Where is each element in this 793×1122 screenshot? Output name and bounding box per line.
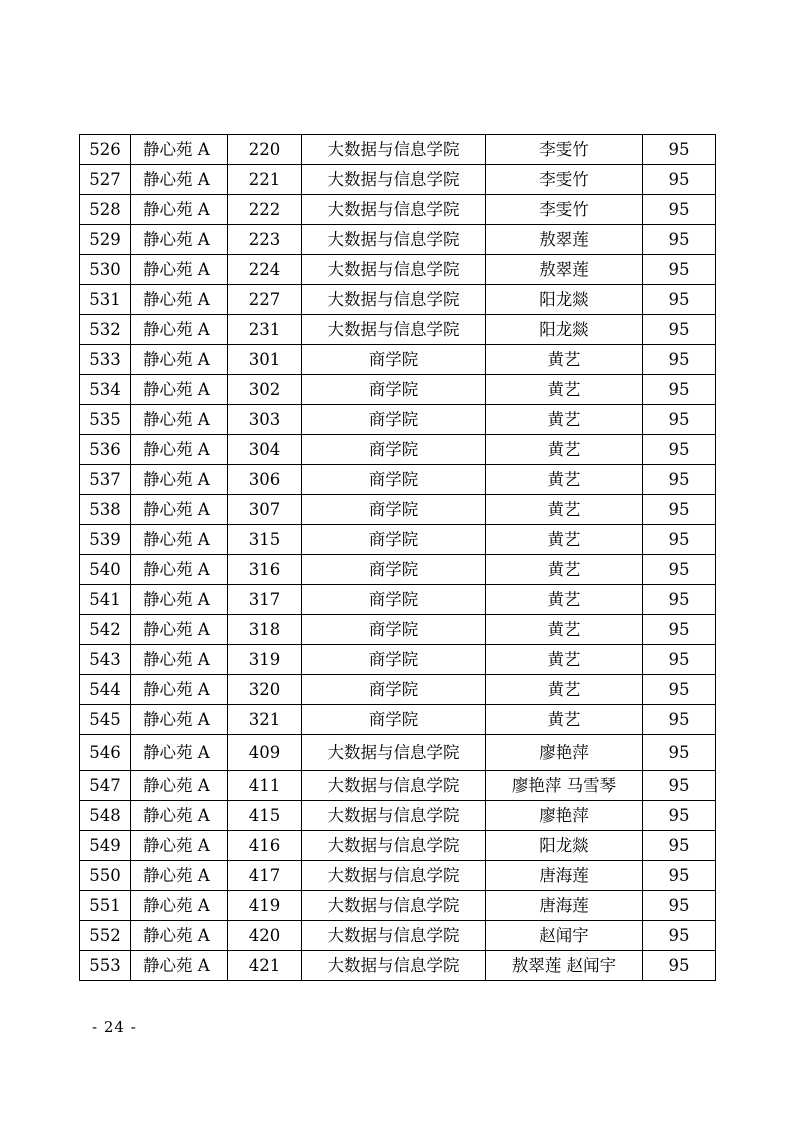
building-cell: 静心苑 A <box>131 435 228 465</box>
table-row <box>80 675 716 705</box>
responsible-person-cell: 敖翠莲 赵闻宇 <box>486 951 643 981</box>
table-row <box>80 585 716 615</box>
responsible-person-cell: 阳龙燚 <box>486 831 643 861</box>
table-row <box>80 801 716 831</box>
building-cell: 静心苑 A <box>131 831 228 861</box>
responsible-person-cell: 黄艺 <box>486 345 643 375</box>
room-number-cell: 411 <box>228 771 302 801</box>
table-row <box>80 615 716 645</box>
room-number-cell: 419 <box>228 891 302 921</box>
table-body <box>80 135 716 981</box>
responsible-person-cell: 赵闻宇 <box>486 921 643 951</box>
college-cell: 大数据与信息学院 <box>302 285 486 315</box>
responsible-person-cell: 阳龙燚 <box>486 285 643 315</box>
building-cell: 静心苑 A <box>131 861 228 891</box>
college-cell: 大数据与信息学院 <box>302 951 486 981</box>
table-row <box>80 345 716 375</box>
college-cell: 大数据与信息学院 <box>302 165 486 195</box>
building-cell: 静心苑 A <box>131 555 228 585</box>
table-row <box>80 285 716 315</box>
responsible-person-cell: 廖艳萍 马雪琴 <box>486 771 643 801</box>
responsible-person-cell: 黄艺 <box>486 465 643 495</box>
responsible-person-cell: 唐海莲 <box>486 891 643 921</box>
table-row <box>80 405 716 435</box>
room-number-cell: 301 <box>228 345 302 375</box>
table-row <box>80 831 716 861</box>
row-number-cell: 546 <box>80 735 131 771</box>
college-cell: 商学院 <box>302 705 486 735</box>
row-number-cell: 540 <box>80 555 131 585</box>
building-cell: 静心苑 A <box>131 645 228 675</box>
score-cell: 95 <box>643 861 716 891</box>
room-number-cell: 227 <box>228 285 302 315</box>
table-row <box>80 465 716 495</box>
responsible-person-cell: 黄艺 <box>486 525 643 555</box>
college-cell: 大数据与信息学院 <box>302 195 486 225</box>
responsible-person-cell: 唐海莲 <box>486 861 643 891</box>
building-cell: 静心苑 A <box>131 615 228 645</box>
room-number-cell: 231 <box>228 315 302 345</box>
responsible-person-cell: 黄艺 <box>486 615 643 645</box>
row-number-cell: 535 <box>80 405 131 435</box>
table-row <box>80 135 716 165</box>
score-cell: 95 <box>643 831 716 861</box>
responsible-person-cell: 李雯竹 <box>486 165 643 195</box>
room-number-cell: 317 <box>228 585 302 615</box>
table-row <box>80 225 716 255</box>
row-number-cell: 531 <box>80 285 131 315</box>
row-number-cell: 529 <box>80 225 131 255</box>
score-cell: 95 <box>643 285 716 315</box>
row-number-cell: 539 <box>80 525 131 555</box>
score-cell: 95 <box>643 921 716 951</box>
college-cell: 商学院 <box>302 585 486 615</box>
table-row <box>80 255 716 285</box>
room-number-cell: 307 <box>228 495 302 525</box>
building-cell: 静心苑 A <box>131 951 228 981</box>
building-cell: 静心苑 A <box>131 315 228 345</box>
room-number-cell: 221 <box>228 165 302 195</box>
score-cell: 95 <box>643 771 716 801</box>
building-cell: 静心苑 A <box>131 675 228 705</box>
responsible-person-cell: 廖艳萍 <box>486 801 643 831</box>
score-cell: 95 <box>643 645 716 675</box>
table-row <box>80 645 716 675</box>
room-number-cell: 319 <box>228 645 302 675</box>
table-row <box>80 525 716 555</box>
responsible-person-cell: 李雯竹 <box>486 195 643 225</box>
room-number-cell: 306 <box>228 465 302 495</box>
row-number-cell: 534 <box>80 375 131 405</box>
college-cell: 商学院 <box>302 495 486 525</box>
building-cell: 静心苑 A <box>131 585 228 615</box>
room-number-cell: 320 <box>228 675 302 705</box>
college-cell: 大数据与信息学院 <box>302 801 486 831</box>
row-number-cell: 551 <box>80 891 131 921</box>
row-number-cell: 533 <box>80 345 131 375</box>
row-number-cell: 527 <box>80 165 131 195</box>
college-cell: 大数据与信息学院 <box>302 861 486 891</box>
building-cell: 静心苑 A <box>131 135 228 165</box>
college-cell: 大数据与信息学院 <box>302 225 486 255</box>
table-row <box>80 951 716 981</box>
row-number-cell: 547 <box>80 771 131 801</box>
building-cell: 静心苑 A <box>131 255 228 285</box>
responsible-person-cell: 黄艺 <box>486 495 643 525</box>
college-cell: 大数据与信息学院 <box>302 891 486 921</box>
score-cell: 95 <box>643 735 716 771</box>
room-number-cell: 409 <box>228 735 302 771</box>
college-cell: 商学院 <box>302 645 486 675</box>
table-row <box>80 861 716 891</box>
building-cell: 静心苑 A <box>131 225 228 255</box>
score-cell: 95 <box>643 435 716 465</box>
responsible-person-cell: 黄艺 <box>486 705 643 735</box>
college-cell: 商学院 <box>302 435 486 465</box>
table-row <box>80 921 716 951</box>
responsible-person-cell: 黄艺 <box>486 435 643 465</box>
row-number-cell: 526 <box>80 135 131 165</box>
table-row <box>80 435 716 465</box>
row-number-cell: 542 <box>80 615 131 645</box>
responsible-person-cell: 阳龙燚 <box>486 315 643 345</box>
score-cell: 95 <box>643 255 716 285</box>
score-cell: 95 <box>643 165 716 195</box>
score-cell: 95 <box>643 375 716 405</box>
table-row <box>80 195 716 225</box>
responsible-person-cell: 李雯竹 <box>486 135 643 165</box>
row-number-cell: 532 <box>80 315 131 345</box>
score-cell: 95 <box>643 495 716 525</box>
responsible-person-cell: 黄艺 <box>486 675 643 705</box>
row-number-cell: 536 <box>80 435 131 465</box>
table-row <box>80 315 716 345</box>
building-cell: 静心苑 A <box>131 285 228 315</box>
responsible-person-cell: 黄艺 <box>486 375 643 405</box>
college-cell: 商学院 <box>302 465 486 495</box>
room-number-cell: 417 <box>228 861 302 891</box>
score-cell: 95 <box>643 315 716 345</box>
row-number-cell: 537 <box>80 465 131 495</box>
score-cell: 95 <box>643 135 716 165</box>
table-row <box>80 735 716 771</box>
building-cell: 静心苑 A <box>131 921 228 951</box>
table-row <box>80 375 716 405</box>
table-row <box>80 891 716 921</box>
room-number-cell: 321 <box>228 705 302 735</box>
building-cell: 静心苑 A <box>131 405 228 435</box>
room-number-cell: 220 <box>228 135 302 165</box>
room-number-cell: 302 <box>228 375 302 405</box>
row-number-cell: 541 <box>80 585 131 615</box>
room-number-cell: 421 <box>228 951 302 981</box>
college-cell: 商学院 <box>302 525 486 555</box>
row-number-cell: 538 <box>80 495 131 525</box>
responsible-person-cell: 廖艳萍 <box>486 735 643 771</box>
responsible-person-cell: 黄艺 <box>486 585 643 615</box>
room-number-cell: 420 <box>228 921 302 951</box>
table-row <box>80 495 716 525</box>
college-cell: 大数据与信息学院 <box>302 315 486 345</box>
table-row <box>80 555 716 585</box>
responsible-person-cell: 黄艺 <box>486 405 643 435</box>
row-number-cell: 545 <box>80 705 131 735</box>
score-cell: 95 <box>643 951 716 981</box>
college-cell: 大数据与信息学院 <box>302 921 486 951</box>
building-cell: 静心苑 A <box>131 771 228 801</box>
room-number-cell: 416 <box>228 831 302 861</box>
building-cell: 静心苑 A <box>131 165 228 195</box>
building-cell: 静心苑 A <box>131 735 228 771</box>
score-cell: 95 <box>643 345 716 375</box>
score-cell: 95 <box>643 225 716 255</box>
score-cell: 95 <box>643 585 716 615</box>
room-number-cell: 224 <box>228 255 302 285</box>
score-cell: 95 <box>643 525 716 555</box>
room-number-cell: 318 <box>228 615 302 645</box>
college-cell: 大数据与信息学院 <box>302 255 486 285</box>
row-number-cell: 549 <box>80 831 131 861</box>
table-row <box>80 705 716 735</box>
row-number-cell: 530 <box>80 255 131 285</box>
college-cell: 商学院 <box>302 615 486 645</box>
college-cell: 大数据与信息学院 <box>302 135 486 165</box>
building-cell: 静心苑 A <box>131 465 228 495</box>
room-number-cell: 315 <box>228 525 302 555</box>
room-number-cell: 316 <box>228 555 302 585</box>
score-cell: 95 <box>643 705 716 735</box>
building-cell: 静心苑 A <box>131 495 228 525</box>
score-cell: 95 <box>643 801 716 831</box>
responsible-person-cell: 黄艺 <box>486 645 643 675</box>
responsible-person-cell: 黄艺 <box>486 555 643 585</box>
room-number-cell: 303 <box>228 405 302 435</box>
building-cell: 静心苑 A <box>131 345 228 375</box>
college-cell: 商学院 <box>302 555 486 585</box>
table-row <box>80 165 716 195</box>
building-cell: 静心苑 A <box>131 375 228 405</box>
page-number: - 24 - <box>92 1018 137 1036</box>
score-cell: 95 <box>643 891 716 921</box>
college-cell: 商学院 <box>302 405 486 435</box>
building-cell: 静心苑 A <box>131 525 228 555</box>
score-cell: 95 <box>643 195 716 225</box>
room-number-cell: 222 <box>228 195 302 225</box>
building-cell: 静心苑 A <box>131 801 228 831</box>
college-cell: 大数据与信息学院 <box>302 831 486 861</box>
dormitory-score-table <box>79 134 716 981</box>
college-cell: 大数据与信息学院 <box>302 771 486 801</box>
college-cell: 大数据与信息学院 <box>302 735 486 771</box>
score-cell: 95 <box>643 615 716 645</box>
score-cell: 95 <box>643 465 716 495</box>
college-cell: 商学院 <box>302 675 486 705</box>
building-cell: 静心苑 A <box>131 891 228 921</box>
row-number-cell: 552 <box>80 921 131 951</box>
row-number-cell: 528 <box>80 195 131 225</box>
score-cell: 95 <box>643 405 716 435</box>
row-number-cell: 550 <box>80 861 131 891</box>
building-cell: 静心苑 A <box>131 195 228 225</box>
row-number-cell: 543 <box>80 645 131 675</box>
score-cell: 95 <box>643 675 716 705</box>
room-number-cell: 415 <box>228 801 302 831</box>
college-cell: 商学院 <box>302 345 486 375</box>
row-number-cell: 548 <box>80 801 131 831</box>
table-row <box>80 771 716 801</box>
college-cell: 商学院 <box>302 375 486 405</box>
responsible-person-cell: 敖翠莲 <box>486 255 643 285</box>
room-number-cell: 304 <box>228 435 302 465</box>
building-cell: 静心苑 A <box>131 705 228 735</box>
room-number-cell: 223 <box>228 225 302 255</box>
responsible-person-cell: 敖翠莲 <box>486 225 643 255</box>
score-cell: 95 <box>643 555 716 585</box>
row-number-cell: 544 <box>80 675 131 705</box>
row-number-cell: 553 <box>80 951 131 981</box>
